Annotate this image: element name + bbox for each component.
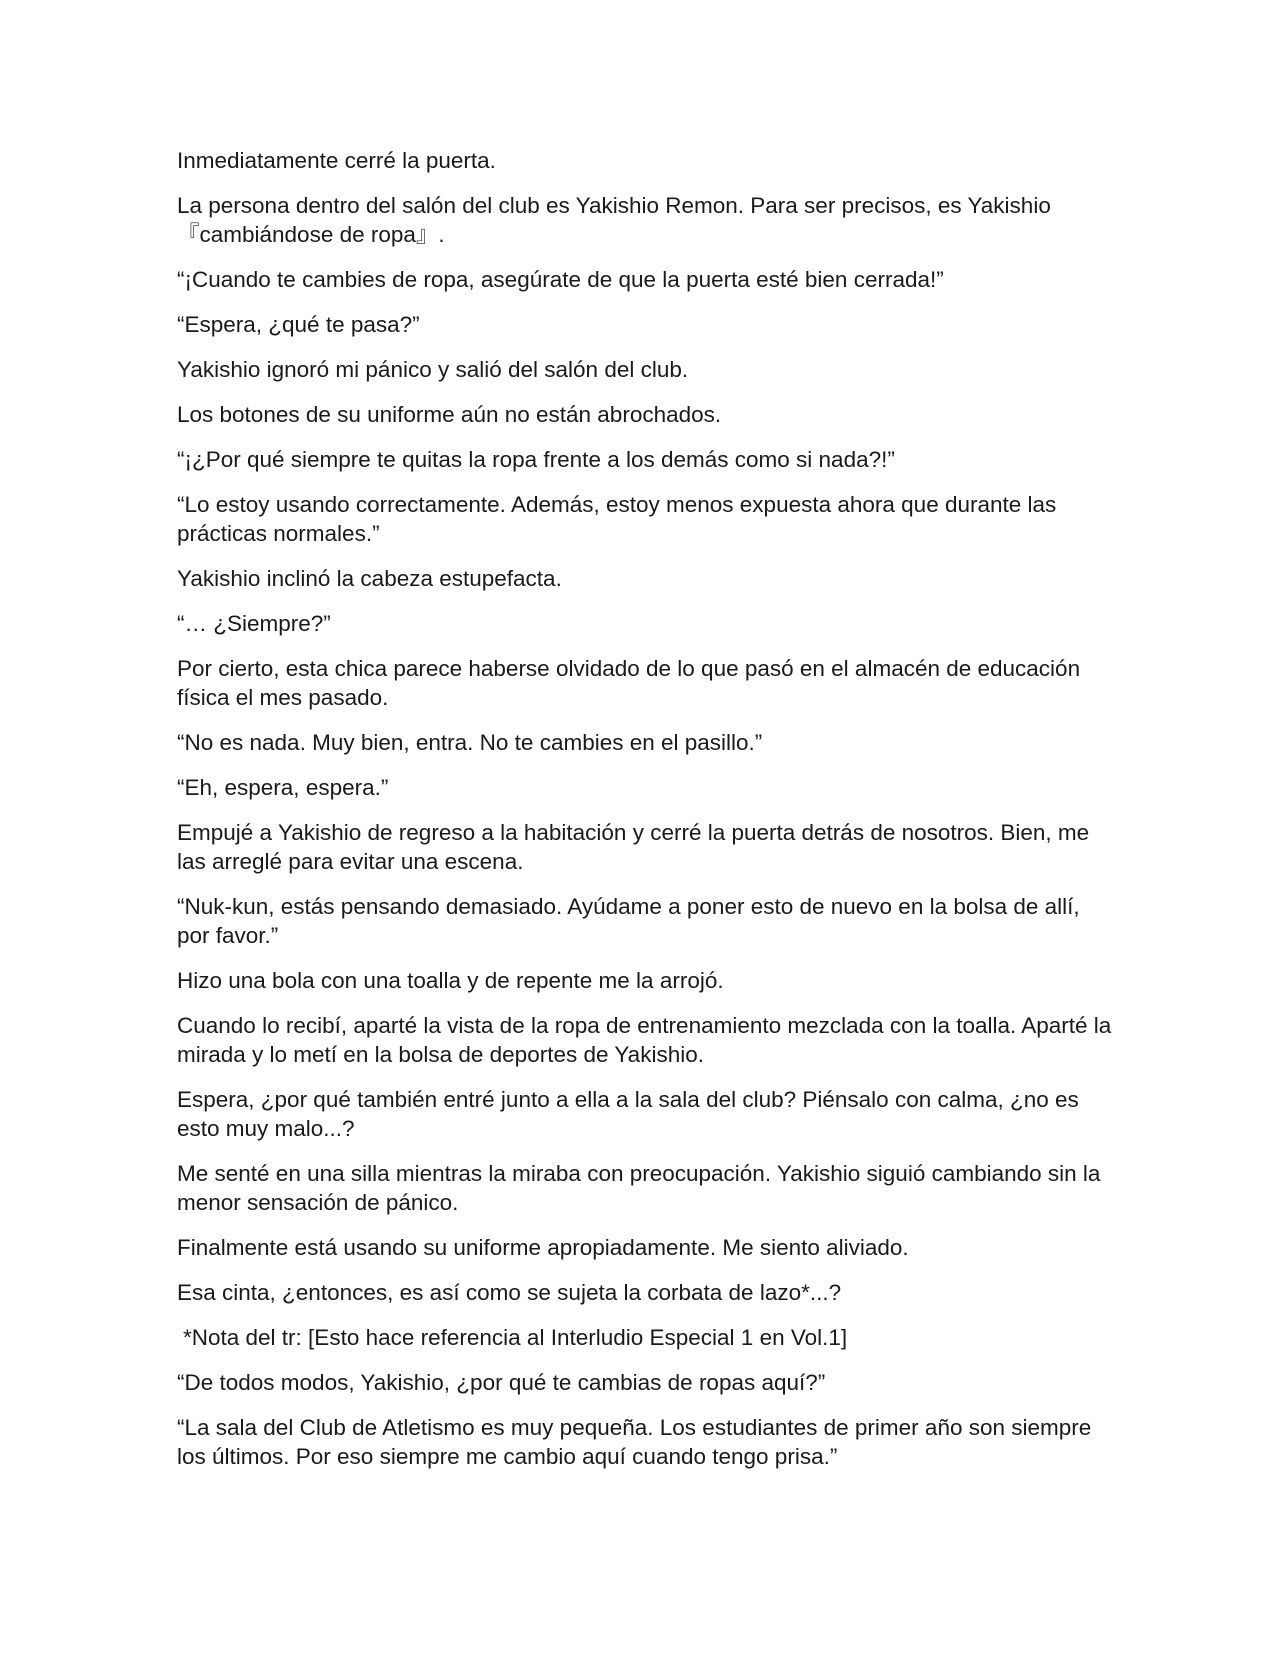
translator-note: *Nota del tr: [Esto hace referencia al Interludio Especial 1 en Vol.1] bbox=[183, 1325, 848, 1350]
paragraph: “Espera, ¿qué te pasa?” bbox=[177, 312, 420, 337]
paragraph: Yakishio ignoró mi pánico y salió del salón del club. bbox=[177, 357, 689, 382]
paragraph: Hizo una bola con una toalla y de repente me la arrojó. bbox=[177, 968, 724, 993]
paragraph: Espera, ¿por qué también entré junto a ella a la sala del club? Piénsalo con calma, ¿no es esto muy malo...? bbox=[177, 1087, 1079, 1141]
paragraph: Esa cinta, ¿entonces, es así como se sujeta la corbata de lazo*...? bbox=[177, 1280, 842, 1305]
paragraph: “No es nada. Muy bien, entra. No te cambies en el pasillo.” bbox=[177, 730, 763, 755]
paragraph: “¡Cuando te cambies de ropa, asegúrate de que la puerta esté bien cerrada!” bbox=[177, 267, 944, 292]
paragraph: La persona dentro del salón del club es Yakishio Remon. Para ser precisos, es Yakishio 『cambiándose de ropa』. bbox=[177, 193, 1051, 247]
paragraph: “La sala del Club de Atletismo es muy pequeña. Los estudiantes de primer año son siempre los últimos. Por eso siempre me cambio aquí cuando tengo prisa.” bbox=[177, 1415, 1092, 1469]
paragraph: “De todos modos, Yakishio, ¿por qué te cambias de ropas aquí?” bbox=[177, 1370, 826, 1395]
document-page bbox=[177, 146, 1112, 1487]
paragraph: Me senté en una silla mientras la miraba con preocupación. Yakishio siguió cambiando sin la menor sensación de pánico. bbox=[177, 1161, 1101, 1215]
paragraph: “Eh, espera, espera.” bbox=[177, 775, 389, 800]
paragraph: “¡¿Por qué siempre te quitas la ropa frente a los demás como si nada?!” bbox=[177, 447, 895, 472]
paragraph: Inmediatamente cerré la puerta. bbox=[177, 148, 496, 173]
paragraph: Finalmente está usando su uniforme apropiadamente. Me siento aliviado. bbox=[177, 1235, 909, 1260]
paragraph: “Nuk-kun, estás pensando demasiado. Ayúdame a poner esto de nuevo en la bolsa de allí, por favor.” bbox=[177, 894, 1080, 948]
paragraph: “… ¿Siempre?” bbox=[177, 611, 331, 636]
paragraph: Los botones de su uniforme aún no están abrochados. bbox=[177, 402, 722, 427]
paragraph: Yakishio inclinó la cabeza estupefacta. bbox=[177, 566, 562, 591]
paragraph: Empujé a Yakishio de regreso a la habitación y cerré la puerta detrás de nosotros. Bien, me las arreglé para evitar una escena. bbox=[177, 820, 1090, 874]
paragraph: Por cierto, esta chica parece haberse olvidado de lo que pasó en el almacén de educación física el mes pasado. bbox=[177, 656, 1081, 710]
paragraph: Cuando lo recibí, aparté la vista de la ropa de entrenamiento mezclada con la toalla. Aparté la mirada y lo metí en la bolsa de deportes de Yakishio. bbox=[177, 1013, 1112, 1067]
paragraph: “Lo estoy usando correctamente. Además, estoy menos expuesta ahora que durante las prácticas normales.” bbox=[177, 492, 1057, 546]
